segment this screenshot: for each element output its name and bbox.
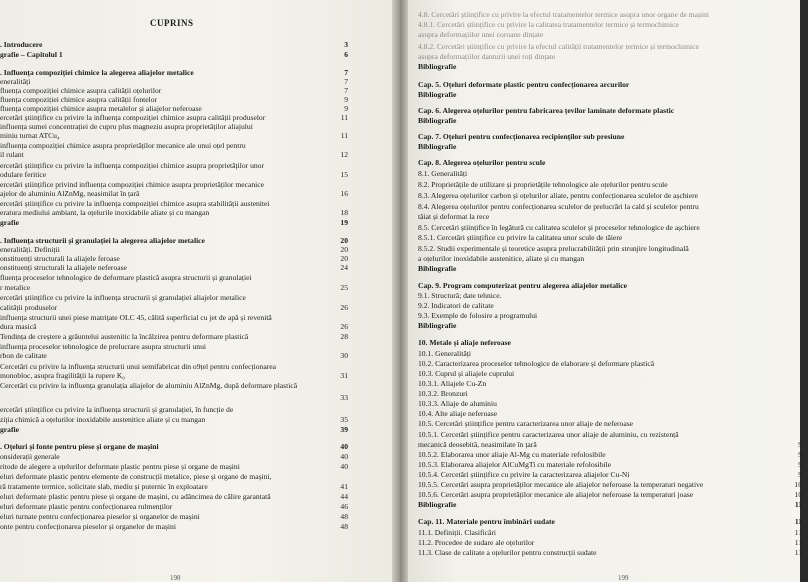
toc-entry	[0, 77, 360, 86]
toc-entry-title: miniu turnat ATCu₄	[0, 131, 60, 140]
toc-entry-page: 11	[340, 113, 348, 122]
toc-entry-page: 28	[340, 332, 348, 341]
toc-entry	[0, 425, 360, 434]
toc-entry-title: 10.2. Caracterizarea proceselor tehnologice de elaborare și deformare plastică	[418, 359, 655, 368]
toc-entry-page: 11	[794, 517, 802, 526]
toc-entry-title: 11.2. Procedee de sudare ale oțelurilor	[418, 538, 535, 547]
toc-entry	[0, 208, 360, 217]
toc-entry	[418, 158, 808, 167]
toc-entry	[0, 254, 360, 263]
toc-entry-title: influența structurii unei piese matrițate OLC 45, călită superficial cu jet de apă și revenită	[0, 313, 272, 322]
toc-entry	[418, 440, 808, 449]
toc-entry-title: 8.5.2. Studii experimentale și teoretice asupra prelucrabilității prin strunjire longitudinală	[418, 244, 689, 253]
toc-entry	[418, 244, 808, 253]
toc-entry	[0, 180, 360, 189]
toc-entry-page: 16	[340, 189, 348, 198]
toc-entry-page: 48	[340, 512, 348, 521]
toc-entry-title: fluența compoziției chimice asupra calității fontelor	[0, 95, 158, 104]
toc-entry	[418, 191, 808, 200]
toc-entry-title: . Influența compoziției chimice la alegerea aliajelor metalice	[0, 68, 194, 77]
toc-entry	[418, 80, 808, 89]
toc-entry-title: grafie	[0, 218, 19, 227]
toc-entry-title: . Influența structurii și granulației la alegerea aliajelor metalice	[0, 236, 205, 245]
toc-entry-page: 9	[344, 104, 348, 113]
toc-entry	[418, 480, 808, 489]
toc-entry	[0, 405, 360, 414]
toc-entry-title: a oțelurilor inoxidabile austenitice, aliate și cu mangan	[418, 254, 585, 263]
toc-entry-page: 26	[340, 322, 348, 331]
toc-entry	[418, 528, 808, 537]
toc-entry	[418, 409, 808, 418]
toc-entry-title: 8.5.1. Cercetări științifice cu privire la calitatea unor scule de tăiere	[418, 233, 623, 242]
toc-entry-title: Bibliografie	[418, 321, 457, 330]
toc-entry	[0, 68, 360, 77]
page-heading: CUPRINS	[150, 18, 194, 28]
toc-entry	[0, 263, 360, 272]
toc-entry-title: grafie	[0, 425, 19, 434]
toc-entry-page: 24	[340, 263, 348, 272]
toc-entry	[0, 332, 360, 341]
toc-entry	[0, 199, 360, 208]
toc-entry-page: 3	[344, 40, 348, 49]
toc-entry-title: 10.5.3. Elaborarea aliajelor AlCuMgTi cu materiale refolosibile	[418, 460, 612, 469]
toc-entry-title: ziția chimică a oțelurilor inoxidabile austenitice aliate și cu mangan	[0, 415, 206, 424]
toc-entry-page: 40	[340, 442, 348, 451]
toc-entry	[0, 442, 360, 451]
toc-entry	[0, 472, 360, 481]
toc-entry-page: 41	[340, 482, 348, 491]
toc-entry-title: asupra deformațiilor danturii unei roți dințate	[418, 52, 556, 61]
toc-entry	[0, 381, 360, 390]
toc-entry-title: 11.1. Definiții. Clasificări	[418, 528, 496, 537]
toc-entry-title: 8.3. Alegerea oțelurilor carbon și oțelurilor aliate, pentru confecționarea sculelor de așchiere	[418, 191, 699, 200]
toc-entry-title: calității produselor	[0, 303, 58, 312]
toc-entry	[0, 351, 360, 360]
toc-entry	[0, 236, 360, 245]
toc-entry	[0, 293, 360, 302]
toc-entry	[418, 180, 808, 189]
toc-entry	[418, 359, 808, 368]
toc-entry	[418, 106, 808, 115]
toc-entry	[0, 522, 360, 531]
toc-entry-title: eneralități. Definiții	[0, 245, 60, 254]
toc-entry-title: eratura mediului ambiant, la oțelurile inoxidabile aliate și cu mangan	[0, 208, 210, 217]
toc-entry	[0, 283, 360, 292]
toc-entry	[0, 342, 360, 351]
toc-entry	[0, 161, 360, 170]
toc-entry	[418, 52, 808, 61]
toc-entry-title: Bibliografie	[418, 62, 457, 71]
toc-entry	[0, 95, 360, 104]
toc-entry-title: Tendința de creștere a grăuntelui austenitic la încălzirea pentru deformare plastică	[0, 332, 249, 341]
toc-entry-title: influența compoziției chimice asupra proprietăților mecanice ale unui oțel pentru	[0, 141, 246, 150]
toc-entry-title: 4.8.1. Cercetări științifice cu privire la calitatea tratamentelor termice și termochimice	[418, 20, 679, 29]
toc-entry-title: 8.2. Proprietățile de utilizare și proprietățile tehnologice ale oțelurilor pentru scule	[418, 180, 668, 189]
toc-entry-page: 9	[798, 470, 802, 479]
toc-entry	[418, 169, 808, 178]
toc-entry	[0, 104, 360, 113]
toc-entry-title: 10.5.2. Elaborarea unor aliaje Al-Mg cu materiale refolosibile	[418, 450, 606, 459]
toc-entry	[418, 517, 808, 526]
toc-entry-page: 18	[340, 208, 348, 217]
toc-entry	[0, 322, 360, 331]
toc-entry-page: 44	[340, 492, 348, 501]
toc-entry	[418, 30, 808, 39]
toc-entry-title: 10.4. Alte aliaje neferoase	[418, 409, 498, 418]
page-number-right: 199	[618, 574, 629, 582]
toc-entry	[0, 303, 360, 312]
toc-entry	[418, 223, 808, 232]
toc-entry-title: mecanică deosebită, neasimilate în țară	[418, 440, 537, 449]
toc-entry	[418, 311, 808, 320]
toc-entry-title: ritode de alegere a oțelurilor deformate plastic pentru piese și organe de mașini	[0, 462, 240, 471]
toc-entry-page: 6	[344, 50, 348, 59]
toc-entry-page: 20	[340, 254, 348, 263]
toc-entry	[418, 62, 808, 71]
toc-entry-title: dura masică	[0, 322, 37, 331]
toc-entry	[418, 338, 808, 347]
toc-entry-title: eluri deformate plastic pentru elemente de construcții metalice, piese și organe de mașini,	[0, 472, 272, 481]
toc-entry	[0, 113, 360, 122]
toc-entry	[418, 301, 808, 310]
toc-entry-title: Cap. 7. Oțeluri pentru confecționarea recipienților sub presiune	[418, 132, 625, 141]
toc-entry-page: 7	[344, 77, 348, 86]
toc-entry-title: 10.1. Generalități	[418, 349, 471, 358]
toc-entry	[418, 10, 808, 19]
toc-entry-title: eluri deformate plastic pentru piese și organe de mașini, cu adâncimea de călire garantată	[0, 492, 271, 501]
toc-entry-title: onstituenți structurali la aliajele neferoase	[0, 263, 127, 272]
toc-entry	[418, 399, 808, 408]
toc-entry	[418, 548, 808, 557]
toc-entry	[418, 116, 808, 125]
toc-entry-title: 10.3.1. Aliajele Cu-Zn	[418, 379, 487, 388]
toc-entry-page: 7	[344, 86, 348, 95]
toc-entry-page: 48	[340, 522, 348, 531]
toc-entry	[0, 415, 360, 424]
toc-entry-page: 46	[340, 502, 348, 511]
toc-entry	[0, 189, 360, 198]
toc-entry-title: odulare feritice	[0, 170, 47, 179]
toc-entry	[418, 132, 808, 141]
toc-entry-title: 10.5.5. Cercetări asupra proprietăților mecanice ale aliajelor neferoase la temperaturi negative	[418, 480, 704, 489]
toc-entry-title: 4.8. Cercetări științifice cu privire la efectul tratamentelor termice asupra unor organe de mașini	[418, 10, 710, 19]
toc-entry	[0, 452, 360, 461]
toc-entry-title: . Introducere	[0, 40, 43, 49]
toc-entry	[0, 482, 360, 491]
toc-entry	[0, 245, 360, 254]
toc-entry-title: 10.5.1. Cercetări științifice pentru caracterizarea unor aliaje de aluminiu, cu rezistență	[418, 430, 679, 439]
toc-entry-page: 39	[340, 425, 348, 434]
toc-entry	[0, 141, 360, 150]
toc-entry-title: monobloc, asupra fragilității la rupere K₀	[0, 371, 125, 380]
toc-entry-page: 31	[340, 371, 348, 380]
toc-entry-title: Bibliografie	[418, 116, 457, 125]
toc-entry	[0, 393, 360, 402]
toc-entry-title: ercetări științifice cu privire la influența compoziției chimice asupra calității produselor	[0, 113, 266, 122]
toc-entry-title: Cap. 8. Alegerea oțelurilor pentru scule	[418, 158, 546, 167]
toc-entry-page: 10	[794, 480, 802, 489]
toc-entry-page: 20	[340, 236, 348, 245]
toc-entry-title: eluri turnate pentru confecționarea pieselor și organelor de mașini	[0, 512, 200, 521]
toc-entry-title: Bibliografie	[418, 264, 457, 273]
toc-entry	[418, 349, 808, 358]
toc-entry-page: 7	[344, 68, 348, 77]
toc-entry-title: asupra deformațiilor unei coroane dințate	[418, 30, 544, 39]
toc-entry-title: 10.5.6. Cercetări asupra proprietăților mecanice ale aliajelor neferoase la temperaturi joase	[418, 490, 694, 499]
toc-entry-title: fluența compoziției chimice asupra metalelor și aliajelor neferoase	[0, 104, 202, 113]
toc-entry	[0, 131, 360, 140]
toc-entry-title: 9.1. Structură; date tehnice.	[418, 291, 502, 300]
toc-entry	[418, 202, 808, 211]
toc-entry-title: influența sumei concentrației de cupru plus magneziu asupra proprietăților aliajului	[0, 122, 253, 131]
toc-entry-page: 40	[340, 462, 348, 471]
toc-entry-title: 9.2. Indicatori de calitate	[418, 301, 494, 310]
toc-entry-page: 35	[340, 415, 348, 424]
toc-entry	[0, 40, 360, 49]
toc-entry-title: Bibliografie	[418, 90, 457, 99]
toc-entry	[0, 122, 360, 131]
toc-entry	[418, 369, 808, 378]
toc-entry-title: ercetări științifice privind influența compoziției chimice asupra proprietăților mecanice	[0, 180, 264, 189]
toc-entry-title: Bibliografie	[418, 142, 457, 151]
toc-entry	[0, 313, 360, 322]
toc-entry	[0, 462, 360, 471]
toc-entry-page: 20	[340, 245, 348, 254]
toc-entry	[0, 50, 360, 59]
toc-entry-title: Cap. 11. Materiale pentru îmbinări sudate	[418, 517, 555, 526]
toc-entry-title: Cercetări cu privire la influența structurii unui semifabricat din o9țel pentru confecționarea	[0, 362, 277, 371]
toc-entry	[418, 264, 808, 273]
toc-entry-title: 10.5. Cercetări științifice pentru caracterizarea unor aliaje de neferoase	[418, 419, 634, 428]
toc-entry-page: 26	[340, 303, 348, 312]
toc-entry	[418, 379, 808, 388]
toc-entry	[0, 218, 360, 227]
toc-entry	[0, 492, 360, 501]
toc-entry-page: 11	[794, 548, 802, 557]
toc-entry-title: grafie – Capitolul 1	[0, 50, 63, 59]
toc-entry	[418, 233, 808, 242]
toc-entry-title: 9.3. Exemple de folosire a programului	[418, 311, 538, 320]
toc-entry-title: tăiat și deformat la rece	[418, 212, 490, 221]
toc-entry-title: 4.8.2. Cercetări științifice cu privire la efectul calității tratamentelor termice și termochimice	[418, 42, 699, 51]
toc-entry	[0, 273, 360, 282]
toc-entry-page: 9	[798, 440, 802, 449]
toc-entry-title: Cap. 6. Alegerea oțelurilor pentru fabricarea țevilor laminate deformate plastic	[418, 106, 675, 115]
toc-entry	[418, 321, 808, 330]
toc-entry-title: fluența compoziției chimice asupra calității oțelurilor	[0, 86, 162, 95]
toc-entry-title: onte pentru confecționarea pieselor și organelor de mașini	[0, 522, 176, 531]
toc-entry-title: 10.5.4. Cercetări științifice cu privire la caracterizarea aliajelor Cu-Ni	[418, 470, 630, 479]
toc-entry	[418, 281, 808, 290]
toc-entry-title: Cap. 9. Program computerizat pentru alegerea aliajelor metalice	[418, 281, 627, 290]
right-page	[408, 0, 800, 582]
toc-entry	[418, 212, 808, 221]
toc-entry	[418, 254, 808, 263]
toc-entry	[418, 90, 808, 99]
toc-entry-title: 8.1. Generalități	[418, 169, 468, 178]
toc-entry-title: 8.4. Alegerea oțelurilor pentru confecționarea sculelor de prelucrări la cald și sculelor pentru	[418, 202, 699, 211]
toc-entry	[418, 142, 808, 151]
toc-entry	[0, 150, 360, 159]
toc-entry	[418, 450, 808, 459]
toc-entry-page: 9	[798, 460, 802, 469]
toc-entry-page: 40	[340, 452, 348, 461]
toc-entry	[418, 500, 808, 509]
toc-entry	[0, 512, 360, 521]
left-page	[0, 0, 392, 582]
toc-entry	[418, 460, 808, 469]
toc-entry-title: Bibliografie	[418, 500, 457, 509]
toc-entry-title: 8.5. Cercetări științifice în legătură cu calitatea sculelor și proceselor tehnologice de așchiere	[418, 223, 700, 232]
toc-entry	[418, 291, 808, 300]
toc-entry	[418, 20, 808, 29]
toc-entry-title: influența proceselor tehnologice de prelucrare asupra structurii unui	[0, 342, 207, 351]
toc-entry-title: onsiderații generale	[0, 452, 60, 461]
toc-entry-title: ră tratamente termice, solicitate slab, mediu și puternic în exploatare	[0, 482, 208, 491]
toc-entry	[418, 42, 808, 51]
toc-entry	[418, 538, 808, 547]
toc-entry	[418, 389, 808, 398]
toc-entry-title: onstituenți structurali la aliajele feroase	[0, 254, 120, 263]
toc-entry-title: rbon de calitate	[0, 351, 47, 360]
toc-entry-title: r metalice	[0, 283, 31, 292]
toc-entry-title: 11.3. Clase de calitate a oțelurilor pentru construcții sudate	[418, 548, 597, 557]
page-number-left: 198	[170, 574, 181, 582]
toc-entry-page: 10	[794, 490, 802, 499]
toc-entry-page: 11	[340, 131, 348, 140]
toc-entry-page: 11	[794, 538, 802, 547]
toc-entry-title: 10. Metale și aliaje neferoase	[418, 338, 511, 347]
toc-entry-title: 10.3.2. Bronzuri	[418, 389, 468, 398]
toc-entry	[0, 170, 360, 179]
toc-entry-page: 9	[798, 450, 802, 459]
toc-entry	[418, 490, 808, 499]
toc-entry	[0, 371, 360, 380]
toc-entry-title: ajelor de aluminiu AlZnMg, neasimilat în țară	[0, 189, 140, 198]
toc-entry	[418, 470, 808, 479]
toc-entry-page: 19	[340, 218, 348, 227]
toc-entry-title: ercetări științifice cu privire la influența structurii și granulației aliajelor metalice	[0, 293, 246, 302]
toc-entry-title: Cercetări cu privire la influența granulația aliajelor de aluminiu AlZnMg, după deformare plastică	[0, 381, 298, 390]
toc-entry-title: eluri deformate plastic pentru confecționarea rulmenților	[0, 502, 173, 511]
toc-entry-title: . Oțeluri și fonte pentru piese și organe de mașini	[0, 442, 159, 451]
toc-entry-page: 25	[340, 283, 348, 292]
toc-entry-page: 33	[340, 393, 348, 402]
toc-entry-title: Cap. 5. Oțeluri deformate plastic pentru confecționarea arcurilor	[418, 80, 630, 89]
toc-entry	[418, 430, 808, 439]
toc-entry-page: 11	[794, 528, 802, 537]
toc-entry-title: ercetări științifice cu privire la influența compoziției chimice asupra proprietăților unor	[0, 161, 264, 170]
toc-entry	[418, 419, 808, 428]
toc-entry-title: fluența proceselor tehnologice de deformare plastică asupra structurii și granulației	[0, 273, 252, 282]
toc-entry-title: 10.3. Cuprul și aliajele cuprului	[418, 369, 515, 378]
toc-entry-page: 12	[340, 150, 348, 159]
toc-entry-page: 11	[794, 500, 802, 509]
toc-entry-title: il rulant	[0, 150, 24, 159]
toc-entry-page: 30	[340, 351, 348, 360]
toc-entry-title: ercetări științifice cu privire la influența structurii și granulației, în funcție de	[0, 405, 234, 414]
toc-entry-title: eneralități	[0, 77, 31, 86]
toc-entry-title: ercetări științifice cu privire la influența compoziției chimice asupra stabilității austenitei	[0, 199, 270, 208]
toc-entry-page: 9	[344, 95, 348, 104]
toc-entry-page: 15	[340, 170, 348, 179]
toc-entry	[0, 362, 360, 371]
toc-entry	[0, 502, 360, 511]
toc-entry	[0, 86, 360, 95]
toc-entry-title: 10.3.3. Aliaje de aluminiu	[418, 399, 497, 408]
book-gutter	[392, 0, 408, 582]
